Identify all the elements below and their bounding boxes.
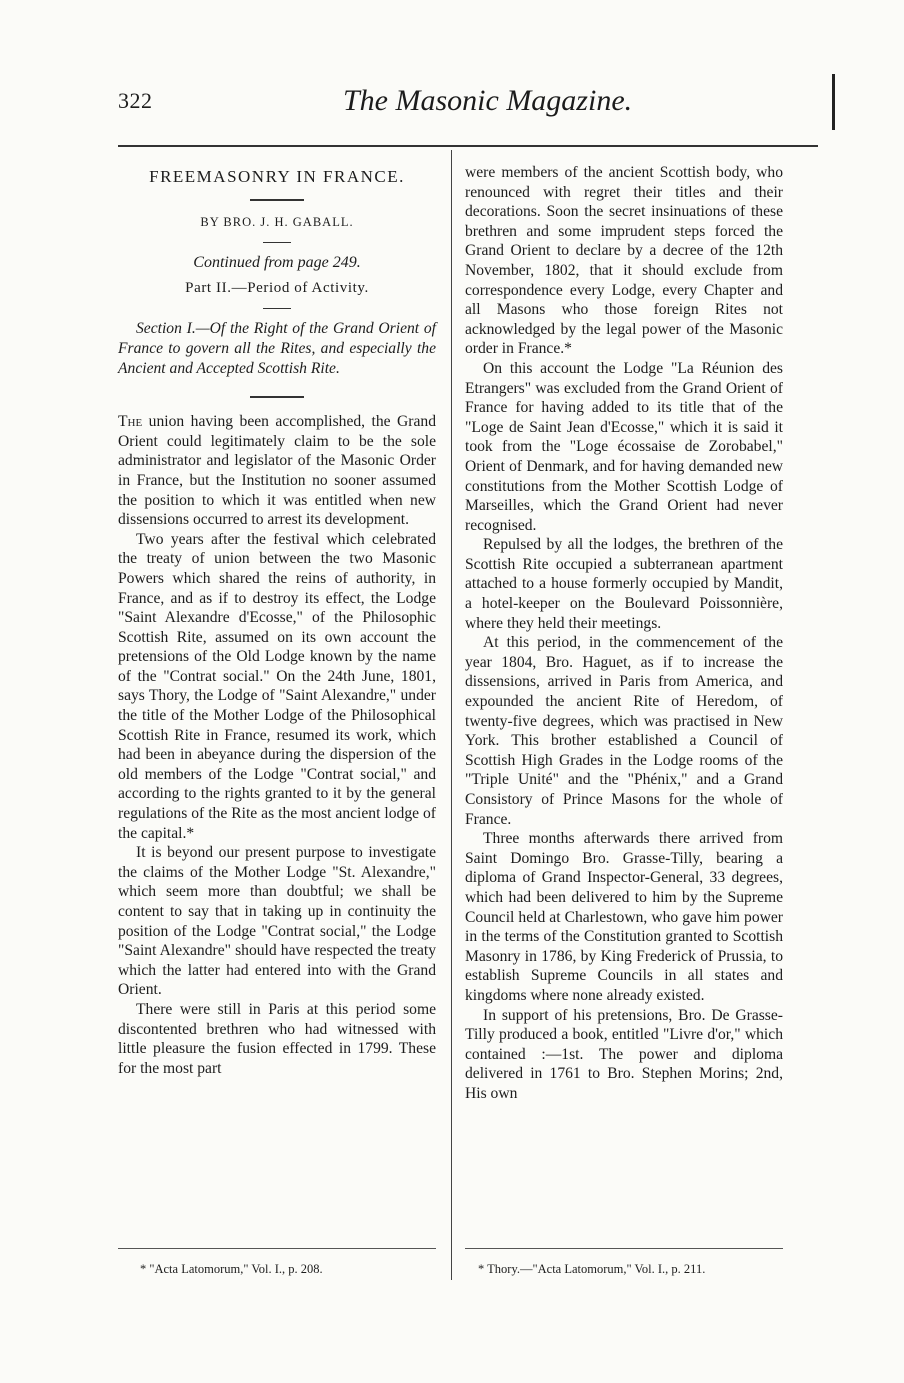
header-rule	[118, 145, 818, 147]
section-heading: Section I.—Of the Right of the Grand Orient of France to govern all the Rites, and especially the Ancient and Accepted Scottish Rite.	[118, 320, 436, 377]
paragraph: Three months afterwards there arrived from Saint Domingo Bro. Grasse-Tilly, bearing a diploma of Grand Inspector-General, 33 degrees, which had been delivered to him by the Supreme Council held at Charlestown, who gave him power in the terms of the Constitution granted to Scottish Masonry in 1786, by King Frederick of Prussia, to establish Supreme Councils in all states and kingdoms where none already existed.	[465, 830, 783, 1004]
paragraph: There were still in Paris at this period some discontented brethren who had witnessed with little pleasure the fusion effected in 1799. These for the most part	[118, 1000, 436, 1077]
continued-note: Continued from page 249.	[193, 254, 361, 272]
part-heading: Part II.—Period of Activity.	[185, 279, 369, 296]
lead-word: The	[118, 413, 143, 431]
paragraph: were members of the ancient Scottish body, who renounced with regret their titles and their decorations. Soon the secret insinuations of these brethren and some imprudent steps forced the Grand Orient to declare by a decree of the 12th November, 1802, that it should exclude from correspondence every Lodge, every Chapter and all Masons who those foreign Rites not acknowledged by the legal power of the Masonic order in France.*	[465, 164, 783, 358]
page-edge-mark	[832, 74, 835, 130]
article-title: FREEMASONRY IN FRANCE.	[149, 167, 405, 186]
section-rule	[250, 396, 304, 398]
page-header	[118, 84, 818, 124]
footnote-rule-left	[118, 1248, 436, 1249]
page-number: 322	[118, 88, 153, 113]
footnote-right: * Thory.—"Acta Latomorum," Vol. I., p. 211.	[478, 1262, 706, 1276]
paragraph: Two years after the festival which celebrated the treaty of union between the two Masonic Powers which shared the reins of authority, in France, and as if to destroy its effect, the Lodge "Saint Alexandre d'Ecosse," of the Philosophic Scottish Rite, assumed on its own account the pretensions of the Old Lodge known by the name of the "Contrat social." On the 24th June, 1801, says Thory, the Lodge of "Saint Alexandre," under the title of the Mother Lodge of the Philosophical Scottish Rite in France, resumed its work, which had been in abeyance during the dispersion of the old members of the Lodge "Contrat social," and according to the rights granted to it by the general regulations of the Rite as the most ancient lodge of the capital.*	[118, 530, 436, 842]
byline-rule	[263, 242, 291, 243]
column-divider	[451, 150, 452, 1280]
paragraph: At this period, in the commencement of the year 1804, Bro. Haguet, as if to increase the dissensions, arrived in Paris from America, and expounded the ancient Rite of Heredom, of twenty-five degrees, which was practised in New York. This brother established a Council of Scottish High Grades in the Lodge rooms of the "Triple Unité" and the "Phénix," and a Grand Consistory of Prince Masons for the whole of France.	[465, 634, 783, 828]
footnote-rule-right	[465, 1248, 783, 1249]
magazine-title: The Masonic Magazine.	[343, 84, 633, 117]
paragraph: In support of his pretensions, Bro. De Grasse-Tilly produced a book, entitled "Livre d'or," which contained :—1st. The power and diploma delivered in 1761 to Bro. Stephen Morins; 2nd, His own	[465, 1006, 783, 1102]
paragraph: Repulsed by all the lodges, the brethren of the Scottish Rite occupied a subterranean apartment attached to a house formerly occupied by Mandit, a hotel-keeper on the Boulevard Poissonnière, where they held their meetings.	[465, 536, 783, 632]
left-column	[118, 163, 436, 1078]
paragraph: It is beyond our present purpose to investigate the claims of the Mother Lodge "St. Alexandre," which seem more than doubtful; we shall be content to say that in taking up in continuity the position of the Lodge "Contrat social," the Lodge "Saint Alexandre" should have respected the treaty which the latter had entered into with the Grand Orient.	[118, 844, 436, 999]
paragraph: On this account the Lodge "La Réunion des Etrangers" was excluded from the Grand Orient of France for having added to its title that of the "Loge de Saint Jean d'Ecosse," which it is said it took from the "Loge écossaise de Zorobabel," Orient of Denmark, and for having demanded new constitutions from the Mother Scottish Lodge of Marseilles, which the Grand Orient had never recognised.	[465, 359, 783, 534]
paragraph: The union having been accomplished, the Grand Orient could legitimately claim to be the sole administrator and legislator of the Masonic Order in France, but the Institution no sooner assumed the position to which it was entitled when new dissensions occurred to arrest its development.	[118, 413, 437, 529]
byline: BY BRO. J. H. GABALL.	[200, 214, 354, 229]
right-column	[465, 163, 783, 1104]
title-rule	[250, 199, 304, 201]
footnote-left: * "Acta Latomorum," Vol. I., p. 208.	[140, 1262, 323, 1276]
part-rule	[263, 308, 291, 309]
